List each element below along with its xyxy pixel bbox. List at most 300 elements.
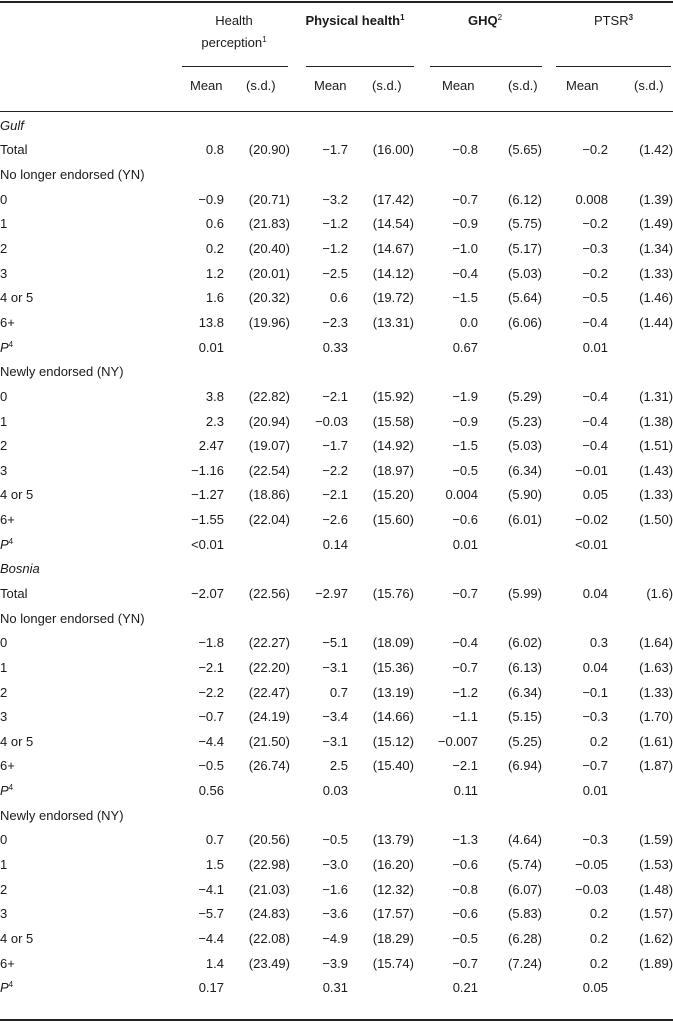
table-cell: 0.05: [582, 487, 608, 503]
table-cell: 0.3: [589, 635, 608, 651]
table-cell: (15.20): [372, 487, 414, 503]
table-cell: (5.25): [508, 733, 542, 749]
empty-cell: [478, 335, 542, 360]
table-body: [0, 113, 673, 1000]
table-cell: −0.9: [198, 191, 224, 207]
table-cell: (1.50): [639, 512, 673, 528]
table-cell: −2.1: [322, 388, 348, 404]
table-cell: (5.15): [508, 709, 542, 725]
table-cell: −5.7: [198, 906, 224, 922]
table-cell: (24.19): [248, 709, 290, 725]
table-row: [0, 630, 673, 655]
table-row: [0, 754, 673, 779]
table-cell: (13.19): [372, 684, 414, 700]
p-value-cell: 0.56: [198, 783, 224, 799]
table-cell: (1.59): [639, 832, 673, 848]
p-value-cell: 0.03: [322, 783, 348, 799]
table-cell: (18.86): [248, 487, 290, 503]
physical-mean-header: Mean: [314, 78, 347, 93]
table-row: [0, 951, 673, 976]
p-label: [0, 778, 172, 803]
table-cell: (6.01): [508, 512, 542, 528]
table-cell: (15.58): [372, 413, 414, 429]
table-cell: −0.7: [582, 758, 608, 774]
table-cell: −3.9: [322, 955, 348, 971]
table-cell: −1.6: [322, 881, 348, 897]
empty-cell: [608, 975, 673, 1000]
table-cell: (16.00): [372, 142, 414, 158]
table-cell: (1.61): [639, 733, 673, 749]
table-cell: (18.97): [372, 462, 414, 478]
table-cell: 0.8: [205, 142, 224, 158]
p-value-cell: 0.01: [582, 339, 608, 355]
total-row: [0, 581, 673, 606]
table-cell: −2.3: [322, 314, 348, 330]
table-row: [0, 680, 673, 705]
table-cell: (12.32): [372, 881, 414, 897]
data-table: [0, 113, 673, 1000]
table-cell: (5.65): [508, 142, 542, 158]
table-cell: 0.6: [329, 290, 348, 306]
table-cell: −1.0: [452, 241, 478, 257]
table-cell: (22.98): [248, 857, 290, 873]
table-cell: −0.5: [452, 930, 478, 946]
table-cell: 0.7: [205, 832, 224, 848]
p-value-cell: <0.01: [575, 536, 608, 552]
table-cell: −0.5: [322, 832, 348, 848]
row-label: 3: [0, 462, 8, 478]
p-footnote: 4: [8, 980, 14, 990]
row-label: 6+: [0, 955, 15, 971]
table-cell: −1.7: [322, 438, 348, 454]
table-cell: (5.03): [508, 438, 542, 454]
table-cell: −1.8: [198, 635, 224, 651]
physical-group-rule: [306, 66, 414, 67]
table-row: [0, 409, 673, 434]
empty-cell: [348, 335, 414, 360]
row-label: Total: [0, 142, 28, 158]
table-cell: 13.8: [198, 314, 224, 330]
table-cell: −1.1: [452, 709, 478, 725]
table-cell: −1.7: [322, 142, 348, 158]
table-cell: 3.8: [205, 388, 224, 404]
table-cell: (15.76): [372, 585, 414, 601]
table-cell: (1.89): [639, 955, 673, 971]
table-cell: −0.007: [437, 733, 478, 749]
table-cell: −4.1: [198, 881, 224, 897]
table-cell: 0.0: [459, 314, 478, 330]
table-cell: (1.70): [639, 709, 673, 725]
health-sd-header: (s.d.): [246, 78, 276, 93]
p-value-cell: 0.21: [452, 980, 478, 996]
p-value-cell: 0.33: [322, 339, 348, 355]
table-cell: −3.1: [322, 659, 348, 675]
table-row: [0, 704, 673, 729]
header-rule: [0, 111, 673, 112]
table-cell: 0.008: [575, 191, 608, 207]
table-cell: (5.74): [508, 857, 542, 873]
row-label: 0: [0, 635, 8, 651]
table-row: [0, 310, 673, 335]
p-value-cell: <0.01: [191, 536, 224, 552]
empty-cell: [348, 778, 414, 803]
p-letter: P: [0, 980, 9, 996]
table-cell: 1.6: [205, 290, 224, 306]
table-cell: −0.03: [575, 881, 608, 897]
row-label: 4 or 5: [0, 290, 34, 306]
table-cell: −2.2: [198, 684, 224, 700]
row-label: 0: [0, 832, 8, 848]
table-cell: (6.06): [508, 314, 542, 330]
group-header-row: [0, 162, 673, 187]
table-cell: (5.64): [508, 290, 542, 306]
table-cell: −0.9: [452, 413, 478, 429]
table-cell: 0.2: [589, 733, 608, 749]
table-cell: −2.97: [315, 585, 348, 601]
table-row: [0, 384, 673, 409]
table-cell: −0.5: [198, 758, 224, 774]
table-cell: (1.51): [639, 438, 673, 454]
row-label: 1: [0, 659, 8, 675]
table-row: [0, 187, 673, 212]
table-cell: −0.03: [315, 413, 348, 429]
table-cell: −0.6: [452, 906, 478, 922]
row-label: 3: [0, 709, 8, 725]
table-row: [0, 877, 673, 902]
p-value-cell: 0.67: [452, 339, 478, 355]
table-cell: (20.32): [248, 290, 290, 306]
table-cell: (15.40): [372, 758, 414, 774]
table-cell: (13.79): [372, 832, 414, 848]
table-cell: 1.2: [205, 265, 224, 281]
p-value-cell: 0.05: [582, 980, 608, 996]
table-cell: 0.7: [329, 684, 348, 700]
table-cell: (1.33): [639, 684, 673, 700]
table-row: [0, 458, 673, 483]
table-cell: (1.33): [639, 265, 673, 281]
health-group-rule: [182, 66, 288, 67]
table-cell: (1.42): [639, 142, 673, 158]
table-cell: −0.1: [582, 684, 608, 700]
table-cell: (22.20): [248, 659, 290, 675]
p-label: [0, 975, 172, 1000]
row-label: 6+: [0, 758, 15, 774]
table-cell: 2.3: [205, 413, 224, 429]
table-cell: −1.55: [191, 512, 224, 528]
table-row: [0, 729, 673, 754]
table-cell: 0.2: [589, 955, 608, 971]
table-cell: 0.04: [582, 659, 608, 675]
table-cell: −2.1: [198, 659, 224, 675]
table-cell: (1.43): [639, 462, 673, 478]
table-cell: −2.6: [322, 512, 348, 528]
p-label: [0, 335, 172, 360]
table-cell: (14.66): [372, 709, 414, 725]
table-cell: −4.4: [198, 930, 224, 946]
table-cell: (1.64): [639, 635, 673, 651]
physical-sd-header: (s.d.): [372, 78, 402, 93]
table-cell: −1.27: [191, 487, 224, 503]
table-cell: (19.07): [248, 438, 290, 454]
table-cell: (21.03): [248, 881, 290, 897]
table-cell: −3.2: [322, 191, 348, 207]
table-cell: −2.07: [191, 585, 224, 601]
table-cell: −0.6: [452, 857, 478, 873]
table-cell: −3.1: [322, 733, 348, 749]
table-cell: (1.38): [639, 413, 673, 429]
table-cell: −2.1: [452, 758, 478, 774]
table-cell: (22.47): [248, 684, 290, 700]
table-cell: (1.44): [639, 314, 673, 330]
empty-cell: [224, 335, 290, 360]
row-label: 0: [0, 191, 8, 207]
row-label: 2: [0, 241, 8, 257]
total-row: [0, 138, 673, 163]
p-value-cell: 0.17: [198, 980, 224, 996]
table-cell: −0.3: [582, 709, 608, 725]
ghq-group-rule: [430, 66, 542, 67]
table-top-rule: [0, 1, 673, 3]
table-cell: −0.4: [582, 413, 608, 429]
table-cell: −2.2: [322, 462, 348, 478]
group-header-row: [0, 803, 673, 828]
table-bottom-rule: [0, 1019, 673, 1021]
table-cell: (22.56): [248, 585, 290, 601]
empty-cell: [348, 532, 414, 557]
table-cell: (1.48): [639, 881, 673, 897]
row-label: 0: [0, 388, 8, 404]
row-label: 4 or 5: [0, 930, 34, 946]
table-cell: −0.6: [452, 512, 478, 528]
table-cell: 2.47: [198, 438, 224, 454]
table-cell: −1.16: [191, 462, 224, 478]
empty-cell: [348, 975, 414, 1000]
table-cell: (6.13): [508, 659, 542, 675]
p-value-cell: 0.11: [453, 783, 478, 799]
table-cell: 0.2: [589, 906, 608, 922]
empty-cell: [224, 532, 290, 557]
table-cell: (22.08): [248, 930, 290, 946]
p-letter: P: [0, 339, 9, 355]
group-label: Newly endorsed (NY): [0, 807, 124, 823]
ptsr-mean-header: Mean: [566, 78, 599, 93]
table-cell: −0.01: [575, 462, 608, 478]
row-label: 6+: [0, 314, 15, 330]
table-cell: −0.9: [452, 216, 478, 232]
table-cell: 0.2: [589, 930, 608, 946]
table-cell: (15.12): [372, 733, 414, 749]
table-cell: −0.5: [582, 290, 608, 306]
table-cell: −5.1: [322, 635, 348, 651]
table-cell: −4.4: [198, 733, 224, 749]
section-title: Bosnia: [0, 561, 40, 577]
p-value-row: [0, 532, 673, 557]
table-cell: −0.7: [198, 709, 224, 725]
p-footnote: 4: [8, 783, 14, 793]
row-label: 2: [0, 438, 8, 454]
table-cell: −0.4: [582, 388, 608, 404]
health-mean-header: Mean: [190, 78, 223, 93]
table-cell: −1.5: [452, 438, 478, 454]
table-cell: (5.90): [508, 487, 542, 503]
row-label: 6+: [0, 512, 15, 528]
table-cell: (1.39): [639, 191, 673, 207]
table-cell: (14.54): [372, 216, 414, 232]
p-letter: P: [0, 783, 9, 799]
table-cell: (23.49): [248, 955, 290, 971]
table-row: [0, 507, 673, 532]
table-row: [0, 212, 673, 237]
table-cell: −1.2: [452, 684, 478, 700]
p-letter: P: [0, 536, 9, 552]
table-cell: −0.4: [582, 438, 608, 454]
table-cell: (20.56): [248, 832, 290, 848]
table-row: [0, 828, 673, 853]
table-cell: (6.34): [508, 462, 542, 478]
group-label: No longer endorsed (YN): [0, 167, 145, 183]
p-value-row: [0, 335, 673, 360]
table-row: [0, 261, 673, 286]
table-cell: −3.4: [322, 709, 348, 725]
p-value-row: [0, 778, 673, 803]
table-row: [0, 852, 673, 877]
table-cell: (22.27): [248, 635, 290, 651]
table-cell: −1.5: [452, 290, 478, 306]
p-label: [0, 532, 172, 557]
table-cell: (6.94): [508, 758, 542, 774]
p-value-cell: 0.01: [582, 783, 608, 799]
empty-cell: [478, 532, 542, 557]
table-cell: (15.36): [372, 659, 414, 675]
table-cell: (24.83): [248, 906, 290, 922]
table-cell: (5.23): [508, 413, 542, 429]
empty-cell: [224, 778, 290, 803]
table-cell: (17.42): [372, 191, 414, 207]
table-cell: (20.90): [248, 142, 290, 158]
table-cell: (19.72): [372, 290, 414, 306]
table-cell: (14.67): [372, 241, 414, 257]
table-row: [0, 655, 673, 680]
col-header-health-perception: [182, 10, 286, 54]
row-label: Total: [0, 585, 28, 601]
table-cell: 0.04: [582, 585, 608, 601]
row-label: 4 or 5: [0, 487, 34, 503]
table-cell: −0.4: [582, 314, 608, 330]
empty-cell: [608, 778, 673, 803]
row-label: 2: [0, 684, 8, 700]
table-cell: (1.57): [639, 906, 673, 922]
table-row: [0, 285, 673, 310]
section-row: [0, 113, 673, 138]
table-cell: (16.20): [372, 857, 414, 873]
p-value-cell: 0.01: [452, 536, 478, 552]
table-cell: −3.6: [322, 906, 348, 922]
table-cell: (20.94): [248, 413, 290, 429]
table-row: [0, 483, 673, 508]
ghq-sd-header: (s.d.): [508, 78, 538, 93]
row-label: 1: [0, 413, 8, 429]
row-label: 2: [0, 881, 8, 897]
table-cell: (14.12): [372, 265, 414, 281]
health-header-line2: perception$^1$: [201, 35, 267, 50]
p-value-cell: 0.31: [322, 980, 348, 996]
table-cell: (6.12): [508, 191, 542, 207]
table-cell: (19.96): [248, 314, 290, 330]
table-cell: −3.0: [322, 857, 348, 873]
table-cell: (22.82): [248, 388, 290, 404]
table-cell: (1.62): [639, 930, 673, 946]
table-cell: (5.83): [508, 906, 542, 922]
empty-cell: [478, 975, 542, 1000]
health-header-line1: Health: [215, 13, 253, 28]
table-cell: (1.46): [639, 290, 673, 306]
table-cell: (5.29): [508, 388, 542, 404]
table-row: [0, 433, 673, 458]
empty-cell: [608, 532, 673, 557]
section-row: [0, 557, 673, 582]
table-cell: (1.49): [639, 216, 673, 232]
table-cell: −0.05: [575, 857, 608, 873]
section-title: Gulf: [0, 117, 24, 133]
table-cell: (6.07): [508, 881, 542, 897]
ghq-mean-header: Mean: [442, 78, 475, 93]
ptsr-sd-header: (s.d.): [634, 78, 664, 93]
row-label: 4 or 5: [0, 733, 34, 749]
table-cell: (15.60): [372, 512, 414, 528]
table-cell: (6.28): [508, 930, 542, 946]
table-cell: −4.9: [322, 930, 348, 946]
table-row: [0, 926, 673, 951]
table-cell: −0.3: [582, 832, 608, 848]
table-cell: −1.9: [452, 388, 478, 404]
table-cell: (18.09): [372, 635, 414, 651]
table-cell: (15.74): [372, 955, 414, 971]
table-cell: −0.8: [452, 881, 478, 897]
table-cell: (1.33): [639, 487, 673, 503]
table-cell: 1.4: [205, 955, 224, 971]
table-cell: (20.40): [248, 241, 290, 257]
table-cell: −0.02: [575, 512, 608, 528]
row-label: 3: [0, 265, 8, 281]
table-cell: (17.57): [372, 906, 414, 922]
table-cell: (1.6): [646, 585, 673, 601]
table-cell: (5.03): [508, 265, 542, 281]
group-label: Newly endorsed (NY): [0, 364, 124, 380]
table-cell: (18.29): [372, 930, 414, 946]
table-cell: −0.3: [582, 241, 608, 257]
table-cell: (15.92): [372, 388, 414, 404]
table-cell: (1.31): [639, 388, 673, 404]
table-cell: (21.83): [248, 216, 290, 232]
table-cell: (1.87): [639, 758, 673, 774]
p-footnote: 4: [8, 536, 14, 546]
table-cell: −0.2: [582, 216, 608, 232]
group-header-row: [0, 359, 673, 384]
table-cell: −0.2: [582, 142, 608, 158]
table-cell: (5.75): [508, 216, 542, 232]
table-cell: (21.50): [248, 733, 290, 749]
table-cell: −2.5: [322, 265, 348, 281]
p-value-cell: 0.01: [198, 339, 224, 355]
table-cell: (6.34): [508, 684, 542, 700]
table-row: [0, 236, 673, 261]
empty-cell: [224, 975, 290, 1000]
row-label: 1: [0, 857, 8, 873]
table-cell: (20.71): [248, 191, 290, 207]
p-value-row: [0, 975, 673, 1000]
table-cell: (1.34): [639, 241, 673, 257]
p-footnote: 4: [8, 339, 14, 349]
